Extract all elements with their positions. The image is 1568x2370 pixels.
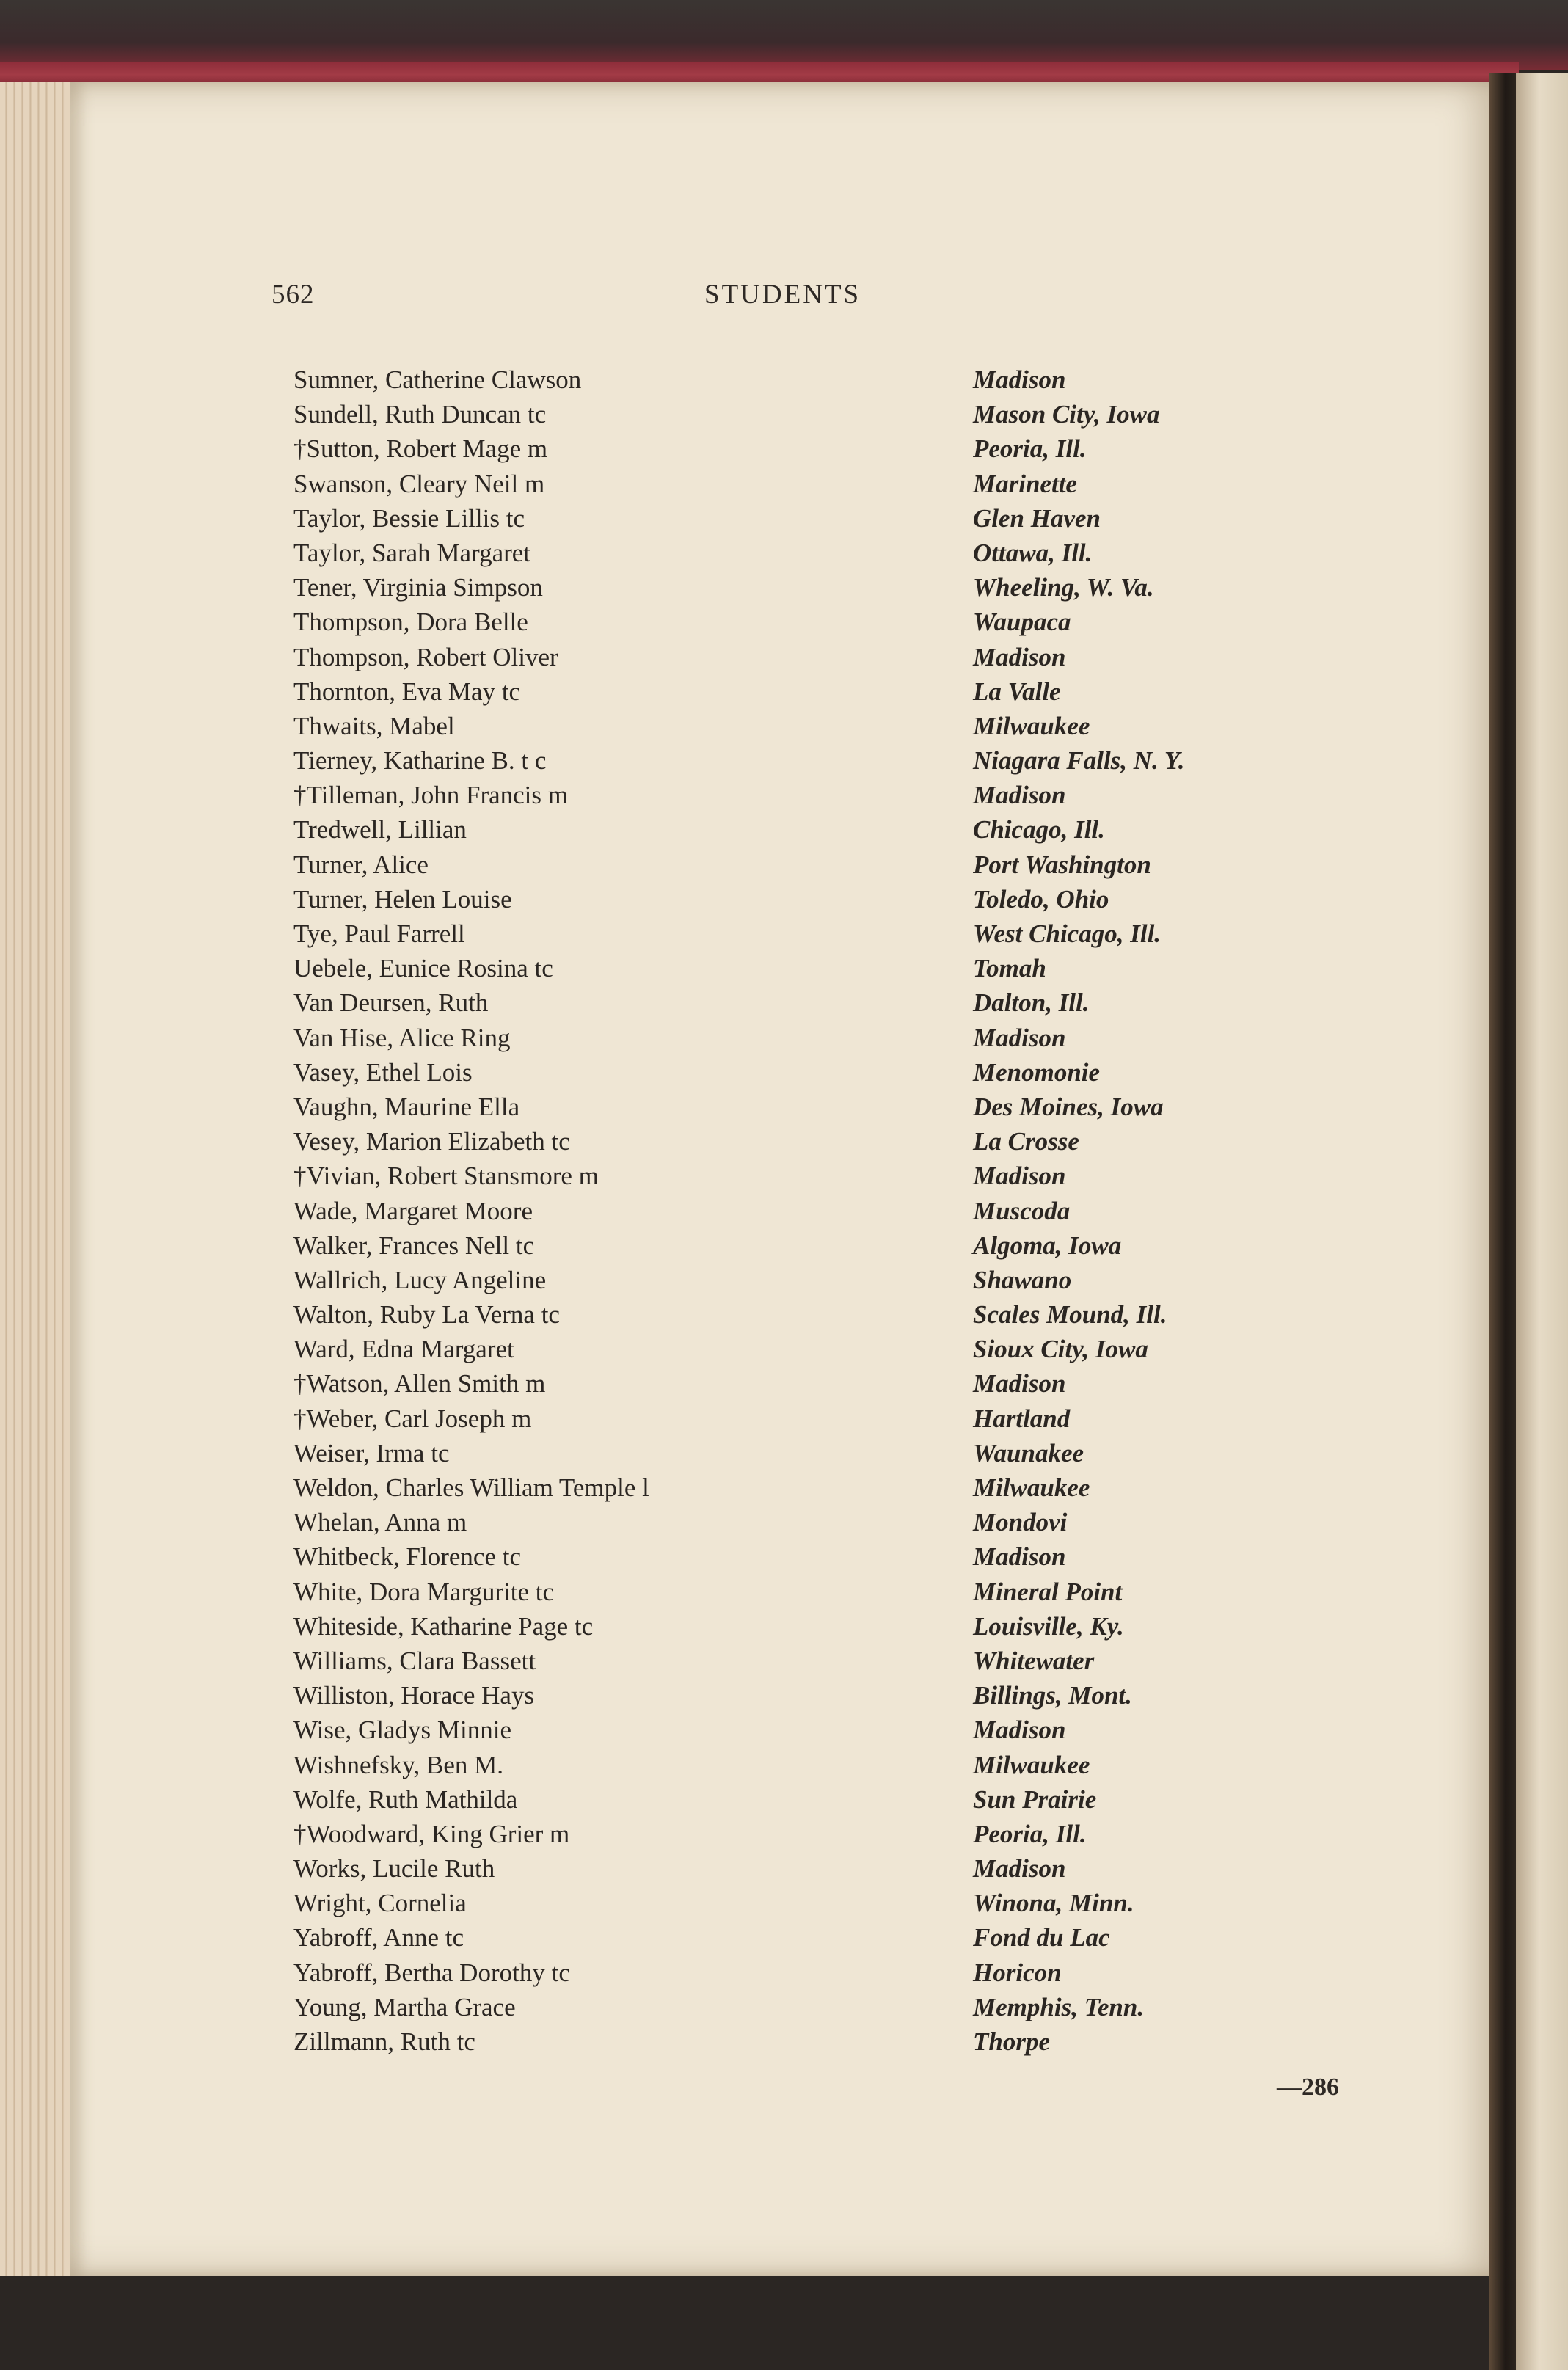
student-name: Weldon, Charles William Temple l [293,1473,649,1502]
student-name: Taylor, Sarah Margaret [293,538,531,567]
list-item [293,570,1306,605]
list-item [293,985,1306,1020]
student-name: Whelan, Anna m [293,1508,467,1537]
student-name: Uebele, Eunice Rosina tc [293,954,553,983]
list-item [293,2024,1306,2059]
list-item [293,812,1306,847]
student-name: Sundell, Ruth Duncan tc [293,400,547,429]
list-item [293,1366,1306,1401]
student-name: Wolfe, Ruth Mathilda [293,1784,518,1814]
list-item [293,1886,1306,1920]
list-item [293,1782,1306,1817]
student-hometown: Niagara Falls, N. Y. [973,746,1185,776]
student-hometown: Marinette [973,469,1077,498]
student-name: Thompson, Dora Belle [293,608,528,637]
student-name: Taylor, Bessie Lillis tc [293,503,525,533]
list-item [293,1055,1306,1090]
student-name: †Sutton, Robert Mage m [293,434,548,464]
student-name: White, Dora Margurite tc [293,1577,555,1606]
list-item [293,1990,1306,2024]
student-name: Williams, Clara Bassett [293,1646,536,1675]
list-item [293,362,1306,397]
student-name: Tener, Virginia Simpson [293,573,543,602]
student-name: Wade, Margaret Moore [293,1196,533,1225]
student-name: Young, Martha Grace [293,1992,516,2021]
student-name: Swanson, Cleary Neil m [293,469,545,498]
student-name: Vaughn, Maurine Ella [293,1092,520,1121]
list-item [293,916,1306,951]
list-item [293,1297,1306,1332]
student-name: †Woodward, King Grier m [293,1819,570,1848]
student-name: Van Deursen, Ruth [293,988,489,1018]
student-name: Turner, Alice [293,850,429,879]
student-hometown: Toledo, Ohio [973,884,1109,914]
list-item [293,847,1306,882]
student-hometown: Mondovi [973,1508,1068,1537]
student-hometown: Mason City, Iowa [973,400,1160,429]
student-hometown: Horicon [973,1958,1062,1987]
student-hometown: Winona, Minn. [973,1889,1134,1918]
student-hometown: Waupaca [973,608,1071,637]
list-item [293,709,1306,743]
student-name: Turner, Helen Louise [293,884,512,914]
list-item [293,1159,1306,1193]
student-hometown: Dalton, Ill. [973,988,1090,1018]
list-item [293,1817,1306,1851]
list-item [293,605,1306,639]
student-hometown: Wheeling, W. Va. [973,573,1154,602]
list-item [293,951,1306,985]
list-item [293,1920,1306,1955]
list-item [293,1851,1306,1886]
student-hometown: Louisville, Ky. [973,1611,1124,1641]
list-item [293,501,1306,536]
student-name: †Watson, Allen Smith m [293,1369,546,1399]
student-hometown: Milwaukee [973,1473,1090,1502]
student-hometown: Shawano [973,1265,1072,1294]
student-hometown: Port Washington [973,850,1151,879]
student-hometown: Milwaukee [973,711,1090,740]
student-name: Sumner, Catherine Clawson [293,365,582,394]
running-head: STUDENTS [704,280,861,310]
student-name: Tredwell, Lillian [293,815,467,845]
student-hometown: Whitewater [973,1646,1095,1675]
student-name: Thornton, Eva May tc [293,677,521,706]
student-name: †Tilleman, John Francis m [293,781,568,810]
student-hometown: Waunakee [973,1438,1084,1467]
student-name: Zillmann, Ruth tc [293,2027,475,2056]
backdrop [0,0,1568,70]
student-name: Yabroff, Bertha Dorothy tc [293,1958,570,1987]
student-hometown: Muscoda [973,1196,1071,1225]
student-hometown: Peoria, Ill. [973,434,1087,464]
list-item [293,1713,1306,1747]
student-name: Walker, Frances Nell tc [293,1230,535,1260]
page-total: —286 [1277,2074,1339,2101]
list-item [293,397,1306,431]
student-hometown: Madison [973,781,1066,810]
list-item [293,1955,1306,1990]
student-name: Williston, Horace Hays [293,1681,535,1710]
list-item [293,674,1306,709]
student-name: Whitbeck, Florence tc [293,1542,522,1572]
list-item [293,1021,1306,1055]
list-item [293,1505,1306,1539]
student-name: Vasey, Ethel Lois [293,1057,473,1087]
list-item [293,467,1306,501]
student-hometown: West Chicago, Ill. [973,919,1162,948]
student-hometown: Mineral Point [973,1577,1123,1606]
student-hometown: Madison [973,1162,1066,1191]
list-item [293,1401,1306,1436]
student-hometown: Madison [973,365,1066,394]
student-name: Vesey, Marion Elizabeth tc [293,1127,570,1156]
student-hometown: Hartland [973,1404,1071,1433]
list-item [293,1539,1306,1574]
list-item [293,1748,1306,1782]
student-name: Wallrich, Lucy Angeline [293,1265,547,1294]
student-hometown: Des Moines, Iowa [973,1092,1164,1121]
student-name: Wishnefsky, Ben M. [293,1750,504,1779]
student-hometown: Madison [973,1854,1066,1884]
list-item [293,1609,1306,1644]
student-name: Yabroff, Anne tc [293,1923,464,1952]
student-name: †Vivian, Robert Stansmore m [293,1162,599,1191]
student-hometown: Memphis, Tenn. [973,1992,1145,2021]
student-hometown: La Crosse [973,1127,1079,1156]
student-hometown: Chicago, Ill. [973,815,1105,845]
page-edges [0,82,81,2276]
student-hometown: Glen Haven [973,503,1101,533]
list-item [293,778,1306,812]
student-name: †Weber, Carl Joseph m [293,1404,532,1433]
facing-page-edge [1516,73,1568,2370]
student-name: Weiser, Irma tc [293,1438,450,1467]
student-name: Walton, Ruby La Verna tc [293,1300,560,1330]
student-hometown: Fond du Lac [973,1923,1110,1952]
student-hometown: Madison [973,1023,1066,1052]
student-name: Tye, Paul Farrell [293,919,465,948]
student-name: Works, Lucile Ruth [293,1854,495,1884]
student-name: Ward, Edna Margaret [293,1335,514,1364]
list-item [293,1194,1306,1228]
list-item [293,1228,1306,1263]
list-item [293,640,1306,674]
page-number: 562 [271,280,315,310]
student-name: Thwaits, Mabel [293,711,455,740]
student-hometown: Tomah [973,954,1046,983]
list-item [293,743,1306,778]
list-item [293,431,1306,466]
list-item [293,1332,1306,1366]
student-hometown: Madison [973,642,1066,671]
student-hometown: Sioux City, Iowa [973,1335,1148,1364]
student-hometown: Sun Prairie [973,1784,1097,1814]
student-hometown: La Valle [973,677,1061,706]
student-name: Wise, Gladys Minnie [293,1715,512,1745]
list-item [293,1678,1306,1713]
student-hometown: Peoria, Ill. [973,1819,1087,1848]
student-hometown: Thorpe [973,2027,1050,2056]
list-item [293,882,1306,916]
list-item [293,1263,1306,1297]
list-item [293,1470,1306,1505]
student-list [293,362,1306,2059]
student-name: Thompson, Robert Oliver [293,642,558,671]
list-item [293,1575,1306,1609]
student-hometown: Madison [973,1715,1066,1745]
student-hometown: Ottawa, Ill. [973,538,1093,567]
student-hometown: Madison [973,1542,1066,1572]
student-hometown: Scales Mound, Ill. [973,1300,1167,1330]
list-item [293,1124,1306,1159]
student-hometown: Billings, Mont. [973,1681,1132,1710]
list-item [293,536,1306,570]
student-name: Wright, Cornelia [293,1889,467,1918]
list-item [293,1644,1306,1678]
student-hometown: Madison [973,1369,1066,1399]
book-gutter [1489,73,1516,2370]
list-item [293,1436,1306,1470]
student-name: Van Hise, Alice Ring [293,1023,511,1052]
student-name: Tierney, Katharine B. t c [293,746,547,776]
student-name: Whiteside, Katharine Page tc [293,1611,594,1641]
student-hometown: Menomonie [973,1057,1101,1087]
student-hometown: Milwaukee [973,1750,1090,1779]
list-item [293,1090,1306,1124]
student-hometown: Algoma, Iowa [973,1230,1122,1260]
